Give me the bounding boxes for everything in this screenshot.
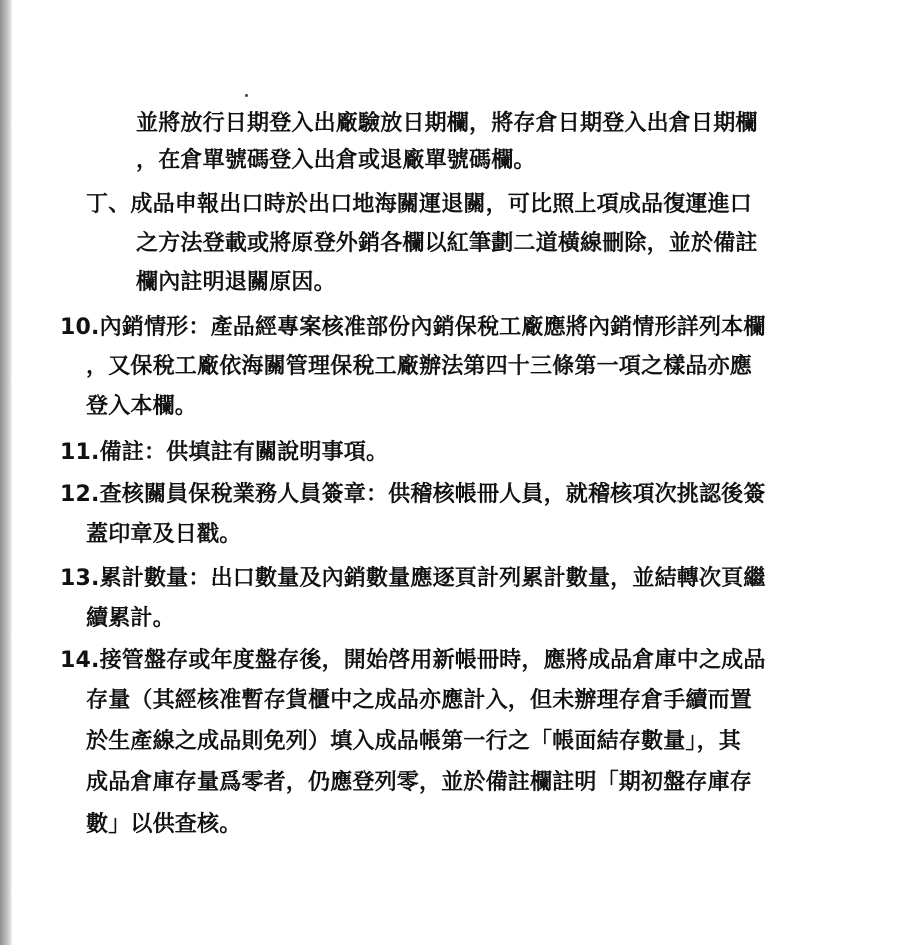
text-line-16: 於生產線之成品則免列）填入成品帳第一行之「帳面結存數量」，其 [86, 729, 742, 754]
text-line-1: 並將放行日期登入出廠驗放日期欄，將存倉日期登入出倉日期欄 [136, 111, 758, 136]
text-line-4: 之方法登載或將原登外銷各欄以紅筆劃二道橫線刪除，並於備註 [136, 231, 758, 256]
text-line-6: 10.內銷情形：產品經專案核准部份內銷保稅工廠應將內銷情形詳列本欄 [60, 315, 766, 340]
text-line-7: ，又保稅工廠依海關管理保稅工廠辦法第四十三條第一項之樣品亦應 [86, 354, 753, 379]
text-line-3: 丁、成品申報出口時於出口地海關運退關，可比照上項成品復運進口 [86, 192, 753, 217]
text-line-15: 存量（其經核准暫存貨櫃中之成品亦應計入，但未辦理存倉手續而置 [86, 688, 753, 713]
text-line-14: 14.接管盤存或年度盤存後，開始啓用新帳冊時，應將成品倉庫中之成品 [60, 648, 766, 673]
text-line-17: 成品倉庫存量爲零者，仍應登列零，並於備註欄註明「期初盤存庫存 [86, 770, 753, 795]
text-line-9: 11.備註：供填註有關說明事項。 [60, 440, 389, 465]
text-line-11: 蓋印章及日戳。 [86, 522, 242, 547]
text-line-12: 13.累計數量：出口數量及內銷數量應逐頁計列累計數量，並結轉次頁繼 [60, 566, 766, 591]
text-line-18: 數」以供查核。 [86, 812, 242, 837]
text-line-8: 登入本欄。 [86, 394, 198, 419]
text-line-5: 欄內註明退關原因。 [136, 270, 336, 295]
scan-speck [245, 94, 248, 97]
text-line-13: 續累計。 [86, 606, 175, 631]
text-line-10: 12.查核關員保稅業務人員簽章：供稽核帳冊人員，就稽核項次挑認後簽 [60, 482, 766, 507]
text-line-2: ，在倉單號碼登入出倉或退廠單號碼欄。 [136, 148, 536, 173]
